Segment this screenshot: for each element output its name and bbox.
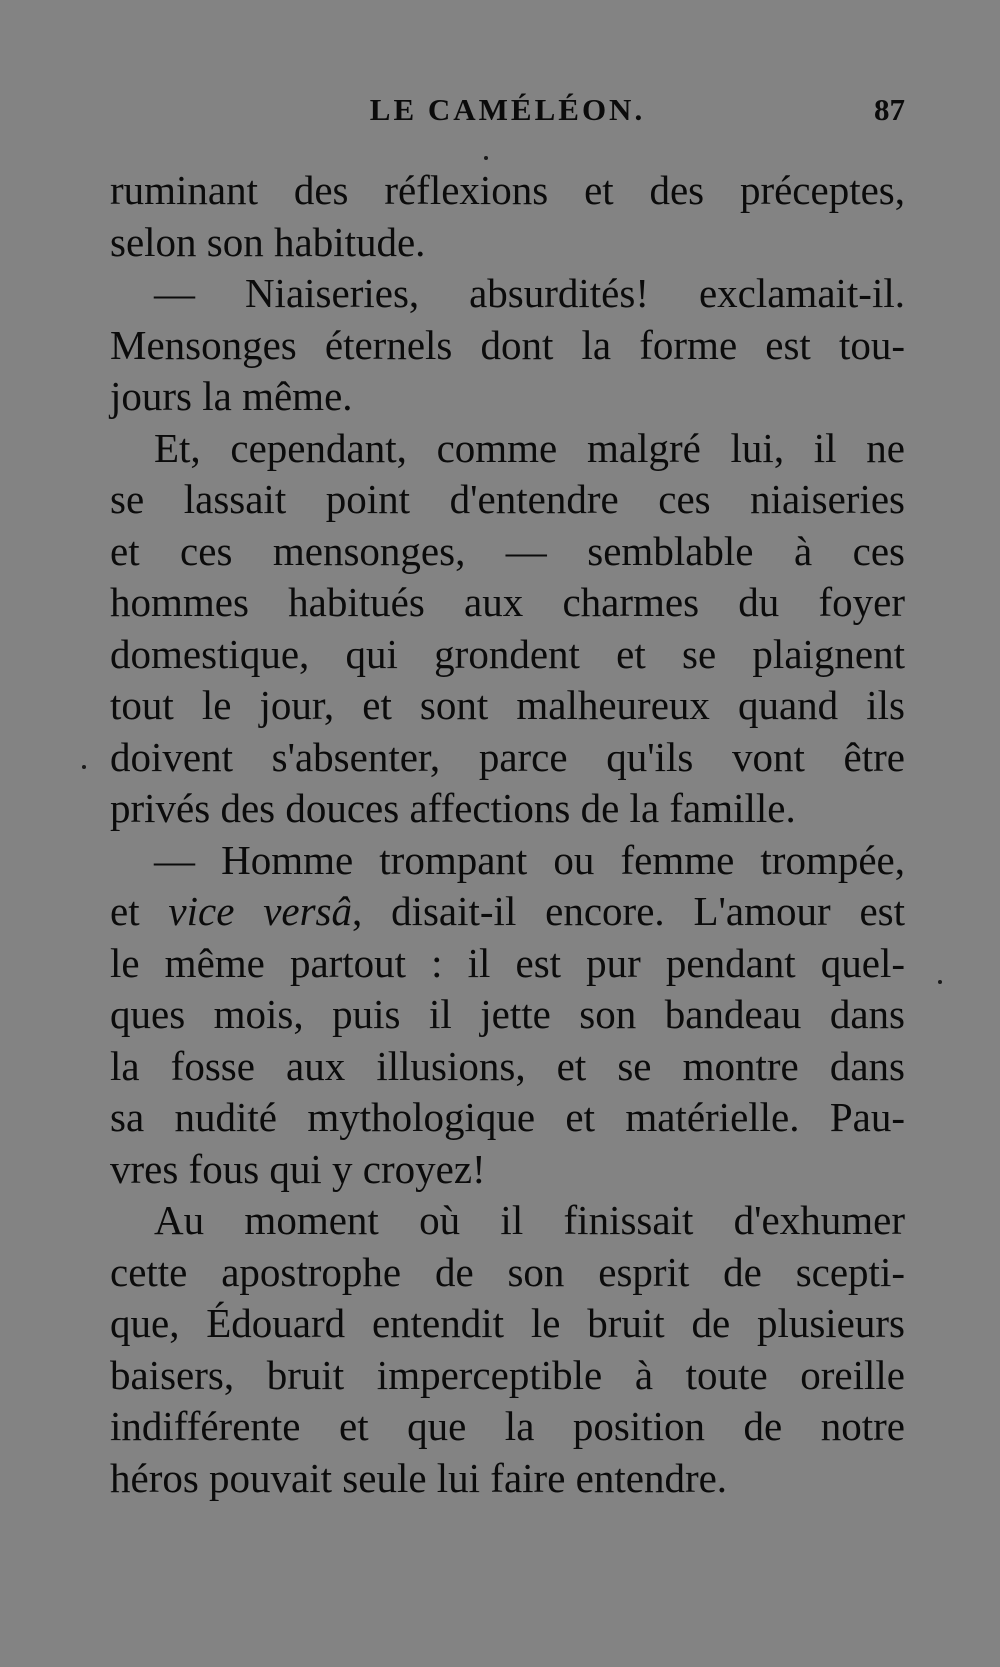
text-line: et ces mensonges, — semblable à ces — [110, 527, 905, 574]
text-line: le même partout : il est pur pendant quel- — [110, 939, 905, 986]
text-line: ques mois, puis il jette son bandeau dans — [110, 991, 905, 1037]
page-number: 87 — [874, 92, 905, 127]
body-text — [110, 165, 905, 1504]
text-line: vres fous qui y croyez! — [110, 1145, 486, 1192]
print-speck — [938, 980, 942, 984]
text-line: Au moment où il finissait d'exhumer — [154, 1197, 905, 1243]
text-line: la fosse aux illusions, et se montre dans — [110, 1042, 905, 1089]
italic-phrase: vice versâ — [168, 888, 353, 934]
text-line: et vice versâ, disait-il encore. L'amour est — [110, 888, 905, 934]
running-title: LE CAMÉLÉON. — [369, 92, 646, 127]
text-line: ruminant des réflexions et des préceptes, — [110, 167, 905, 213]
text-line: doivent s'absenter, parce qu'ils vont être — [110, 733, 905, 780]
text-line: cette apostrophe de son esprit de scepti- — [110, 1248, 905, 1295]
print-speck — [82, 765, 86, 769]
text-line: — Niaiseries, absurdités! exclamait-il. — [154, 270, 905, 316]
text-line: Et, cependant, comme malgré lui, il ne — [154, 424, 905, 471]
text-line: que, Édouard entendit le bruit de plusieurs — [110, 1300, 905, 1346]
text-line: domestique, qui grondent et se plaignent — [110, 630, 905, 677]
text-line: Mensonges éternels dont la forme est tou- — [110, 321, 905, 368]
text-line: se lassait point d'entendre ces niaiseries — [110, 476, 905, 522]
text-line: — Homme trompant ou femme trompée, — [154, 836, 905, 883]
running-head — [110, 92, 905, 140]
text-line: selon son habitude. — [110, 218, 426, 265]
text-line: jours la même. — [110, 373, 353, 419]
text-line: sa nudité mythologique et matérielle. Pau- — [110, 1094, 905, 1140]
text-line: hommes habitués aux charmes du foyer — [110, 579, 905, 625]
text-line: tout le jour, et sont malheureux quand ils — [110, 682, 905, 728]
text-line: héros pouvait seule lui faire entendre. — [110, 1454, 728, 1501]
text-line: indifférente et que la position de notre — [110, 1403, 905, 1449]
print-speck — [484, 156, 488, 160]
text-line: privés des douces affections de la famille. — [110, 785, 796, 831]
text-line: baisers, bruit imperceptible à toute oreille — [110, 1351, 905, 1398]
